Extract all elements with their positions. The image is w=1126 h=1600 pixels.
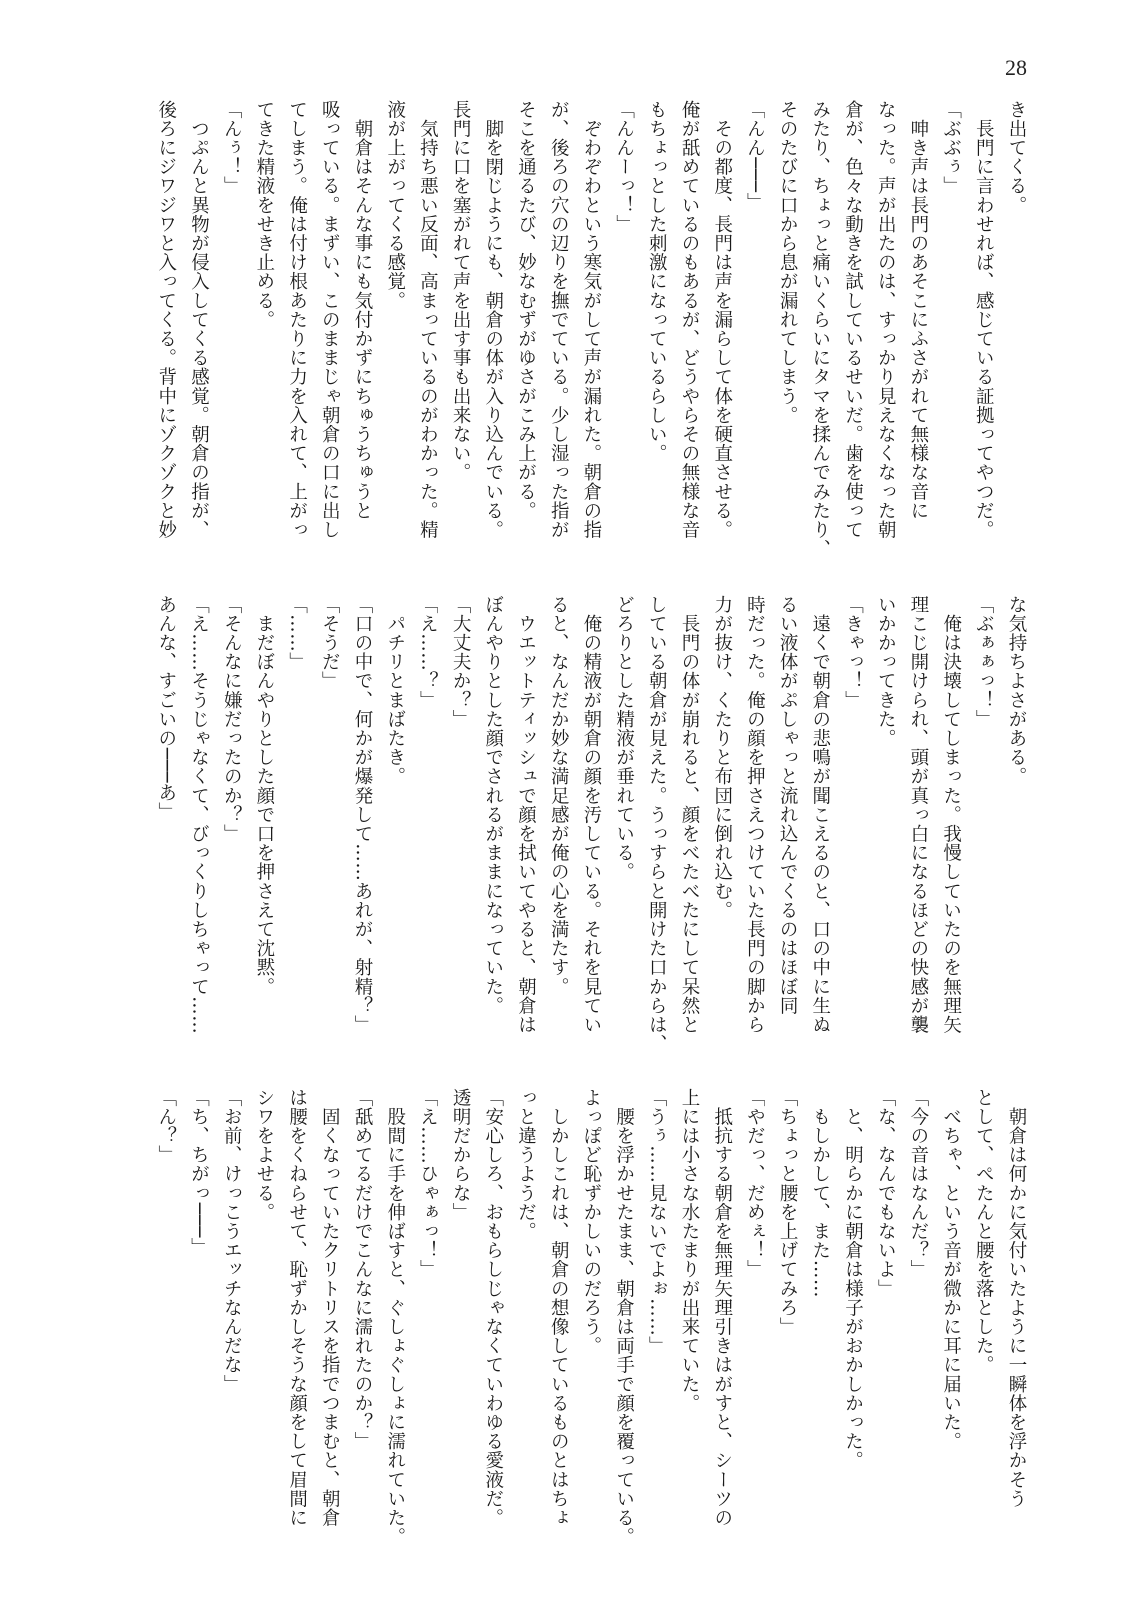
text-line: ぞわぞわという寒気がして声が漏れた。朝倉の指 xyxy=(580,100,602,540)
text-line: 倉が、色々な動きを試しているせいだ。歯を使って xyxy=(842,100,864,540)
text-line: ぼんやりとした顔でされるがままになっていた。 xyxy=(482,595,504,1016)
text-line: 「きゃっ！」 xyxy=(842,595,864,710)
text-line: 長門に言わせれば、感じている証拠ってやつだ。 xyxy=(973,100,995,540)
text-line: 気持ち悪い反面、高まっているのがわかった。精 xyxy=(417,100,439,540)
text-line: なった。声が出たのは、すっかり見えなくなった朝 xyxy=(875,100,897,540)
text-line: 長門の体が崩れると、顔をべたべたにして呆然と xyxy=(679,595,700,1035)
text-line: 「んぅ！」 xyxy=(221,100,243,196)
text-line: 「安心しろ、おもらしじゃなくていわゆる愛液だ。 xyxy=(482,1088,504,1528)
text-line: 「え……？」 xyxy=(417,595,439,710)
text-line: ると、なんだか妙な満足感が俺の心を満たす。 xyxy=(548,595,570,997)
text-line: もしかして、また…… xyxy=(809,1088,831,1299)
text-block-middle xyxy=(0,595,1126,1065)
text-line: 吸っている。まずい、このままじゃ朝倉の口に出し xyxy=(319,100,341,540)
text-line: 力が抜け、くたりと布団に倒れ込む。 xyxy=(711,595,733,920)
text-line: 「ち、ちがっ───」 xyxy=(188,1088,210,1257)
text-line: いかかってきた。 xyxy=(875,595,897,748)
text-line: 「お前、けっこうエッチなんだな」 xyxy=(221,1088,243,1394)
text-line: 液が上がってくる感覚。 xyxy=(384,100,406,311)
text-line: 「大丈夫か？」 xyxy=(450,595,472,729)
text-line: てしまう。俺は付け根あたりに力を入れて、上がっ xyxy=(286,100,308,540)
text-line: しかしこれは、朝倉の想像しているものとはちょ xyxy=(548,1088,570,1528)
text-line: 腰を浮かせたまま、朝倉は両手で顔を覆っている。 xyxy=(613,1088,635,1547)
text-line: な気持ちよさがある。 xyxy=(1006,595,1027,786)
text-line: 「な、なんでもないよ」 xyxy=(875,1088,897,1299)
text-line: は腰をくねらせて、恥ずかしそうな顔をして眉間に xyxy=(286,1088,308,1528)
text-block-top xyxy=(0,100,1126,570)
text-line: るい液体がぷしゃっと流れ込んでくるのはほぼ同 xyxy=(777,595,799,1016)
text-line: つぷんと異物が侵入してくる感覚。朝倉の指が、 xyxy=(188,100,210,540)
text-line: と、明らかに朝倉は様子がおかしかった。 xyxy=(842,1088,864,1470)
text-line: 遠くで朝倉の悲鳴が聞こえるのと、口の中に生ぬ xyxy=(809,595,831,1035)
text-line: 「そんなに嫌だったのか？」 xyxy=(221,595,243,844)
text-line: その都度、長門は声を漏らして体を硬直させる。 xyxy=(711,100,733,540)
text-line: 「うぅ……見ないでよぉ……」 xyxy=(646,1088,668,1356)
text-line: 「ぶぶぅ」 xyxy=(940,100,962,196)
text-line: 「口の中で、何かが爆発して……あれが、射精？」 xyxy=(352,595,373,1035)
text-line: 「……」 xyxy=(286,595,308,672)
text-line: 朝倉は何かに気付いたように一瞬体を浮かそう xyxy=(1006,1088,1027,1509)
text-line: 透明だからな」 xyxy=(450,1088,472,1222)
text-line: 「舐めてるだけでこんなに濡れたのか？」 xyxy=(352,1088,373,1451)
text-block-bottom xyxy=(0,1088,1126,1578)
text-line: 「今の音はなんだ？」 xyxy=(907,1088,929,1279)
text-line: 「んん───」 xyxy=(744,100,766,212)
text-line: 股間に手を伸ばすと、ぐしょぐしょに濡れていた。 xyxy=(384,1088,406,1547)
page-number: 28 xyxy=(1005,55,1027,80)
text-line: 理こじ開けられ、頭が真っ白になるほどの快感が襲 xyxy=(907,595,929,1035)
text-line: として、ぺたんと腰を落とした。 xyxy=(973,1088,995,1375)
text-line: 「え……そうじゃなくて、びっくりしちゃって…… xyxy=(188,595,210,1035)
text-line: が、後ろの穴の辺りを撫でている。少し湿った指が xyxy=(548,100,570,540)
text-line: 「そうだ」 xyxy=(319,595,341,691)
text-line: そのたびに口から息が漏れてしまう。 xyxy=(777,100,799,425)
text-line: あんな、すごいの───あ」 xyxy=(155,595,177,822)
text-line: 俺の精液が朝倉の顔を汚している。それを見てい xyxy=(580,595,602,1035)
text-line: 上には小さな水たまりが出来ていた。 xyxy=(679,1088,700,1413)
text-line: 脚を閉じようにも、朝倉の体が入り込んでいる。 xyxy=(482,100,504,540)
text-line: 長門に口を塞がれて声を出す事も出来ない。 xyxy=(450,100,472,482)
text-line: 「ん？」 xyxy=(155,1088,177,1165)
text-line: 俺が舐めているのもあるが、どうやらその無様な音 xyxy=(679,100,700,540)
text-line: 俺は決壊してしまった。我慢していたのを無理矢 xyxy=(940,595,962,1035)
text-line: てきた精液をせき止める。 xyxy=(253,100,275,330)
text-line: 固くなっていたクリトリスを指でつまむと、朝倉 xyxy=(319,1088,341,1528)
text-line: 「え……ひゃぁっ！」 xyxy=(417,1088,439,1279)
text-line: 「ちょっと腰を上げてみろ」 xyxy=(777,1088,799,1337)
text-line: 「んんーっ！」 xyxy=(613,100,635,234)
text-line: どろりとした精液が垂れている。 xyxy=(613,595,635,882)
text-line: 朝倉はそんな事にも気付かずにちゅうちゅうと xyxy=(352,100,373,521)
text-line: パチリとまばたき。 xyxy=(384,595,406,786)
text-line: き出てくる。 xyxy=(1006,100,1027,215)
text-line: ウエットティッシュで顔を拭いてやると、朝倉は xyxy=(515,595,537,1035)
text-line: もちょっとした刺激になっているらしい。 xyxy=(646,100,668,463)
text-line: よっぽど恥ずかしいのだろう。 xyxy=(580,1088,602,1356)
text-line: 「ぶぁぁっ！」 xyxy=(973,595,995,729)
text-line: 抵抗する朝倉を無理矢理引きはがすと、シーツの xyxy=(711,1088,733,1528)
text-line: っと違うようだ。 xyxy=(515,1088,537,1241)
text-line: している朝倉が見えた。うっすらと開けた口からは、 xyxy=(646,595,668,1054)
text-line: まだぼんやりとした顔で口を押さえて沈黙。 xyxy=(253,595,275,997)
text-line: 「やだっ、だめぇ！」 xyxy=(744,1088,766,1279)
text-line: 時だった。俺の顔を押さえつけていた長門の脚から xyxy=(744,595,766,1035)
text-line: 呻き声は長門のあそこにふさがれて無様な音に xyxy=(907,100,929,521)
text-line: 後ろにジワジワと入ってくる。背中にゾクゾクと妙 xyxy=(155,100,177,540)
text-line: シワをよせる。 xyxy=(253,1088,275,1222)
text-line: そこを通るたび、妙なむずがゆさがこみ上がる。 xyxy=(515,100,537,521)
text-line: べちゃ、という音が微かに耳に届いた。 xyxy=(940,1088,962,1451)
text-line: みたり、ちょっと痛いくらいにタマを揉んでみたり、 xyxy=(809,100,831,559)
